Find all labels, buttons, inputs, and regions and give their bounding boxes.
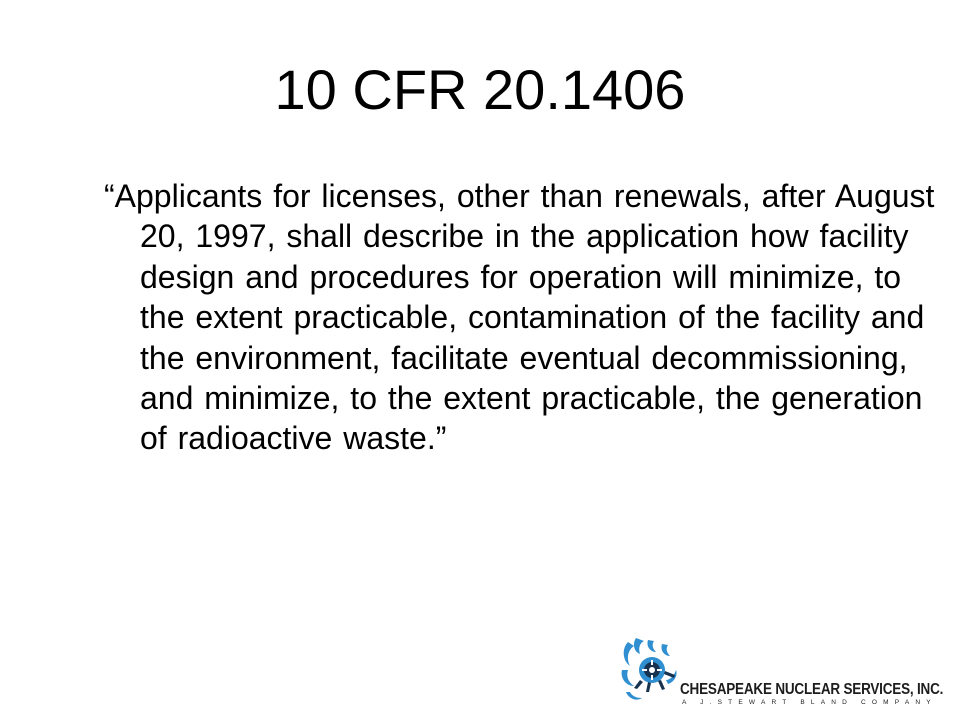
- company-logo: [618, 636, 944, 712]
- company-name: CHESAPEAKE NUCLEAR SERVICES, INC.: [680, 680, 944, 698]
- company-tagline: A J.STEWART BLAND COMPANY: [682, 699, 937, 706]
- crab-wave-icon: [618, 636, 682, 706]
- slide-title: 10 CFR 20.1406: [274, 58, 686, 121]
- regulation-quote: “Applicants for licenses, other than renewals, after August 20, 1997, shall describe in the application how facility design and procedures for operation will minimize, to the extent practicable, contamination of the facility and the environment, facilitate eventual decommissioning, and minimize, to the extent practicable, the generation of radioactive waste.”: [104, 178, 935, 457]
